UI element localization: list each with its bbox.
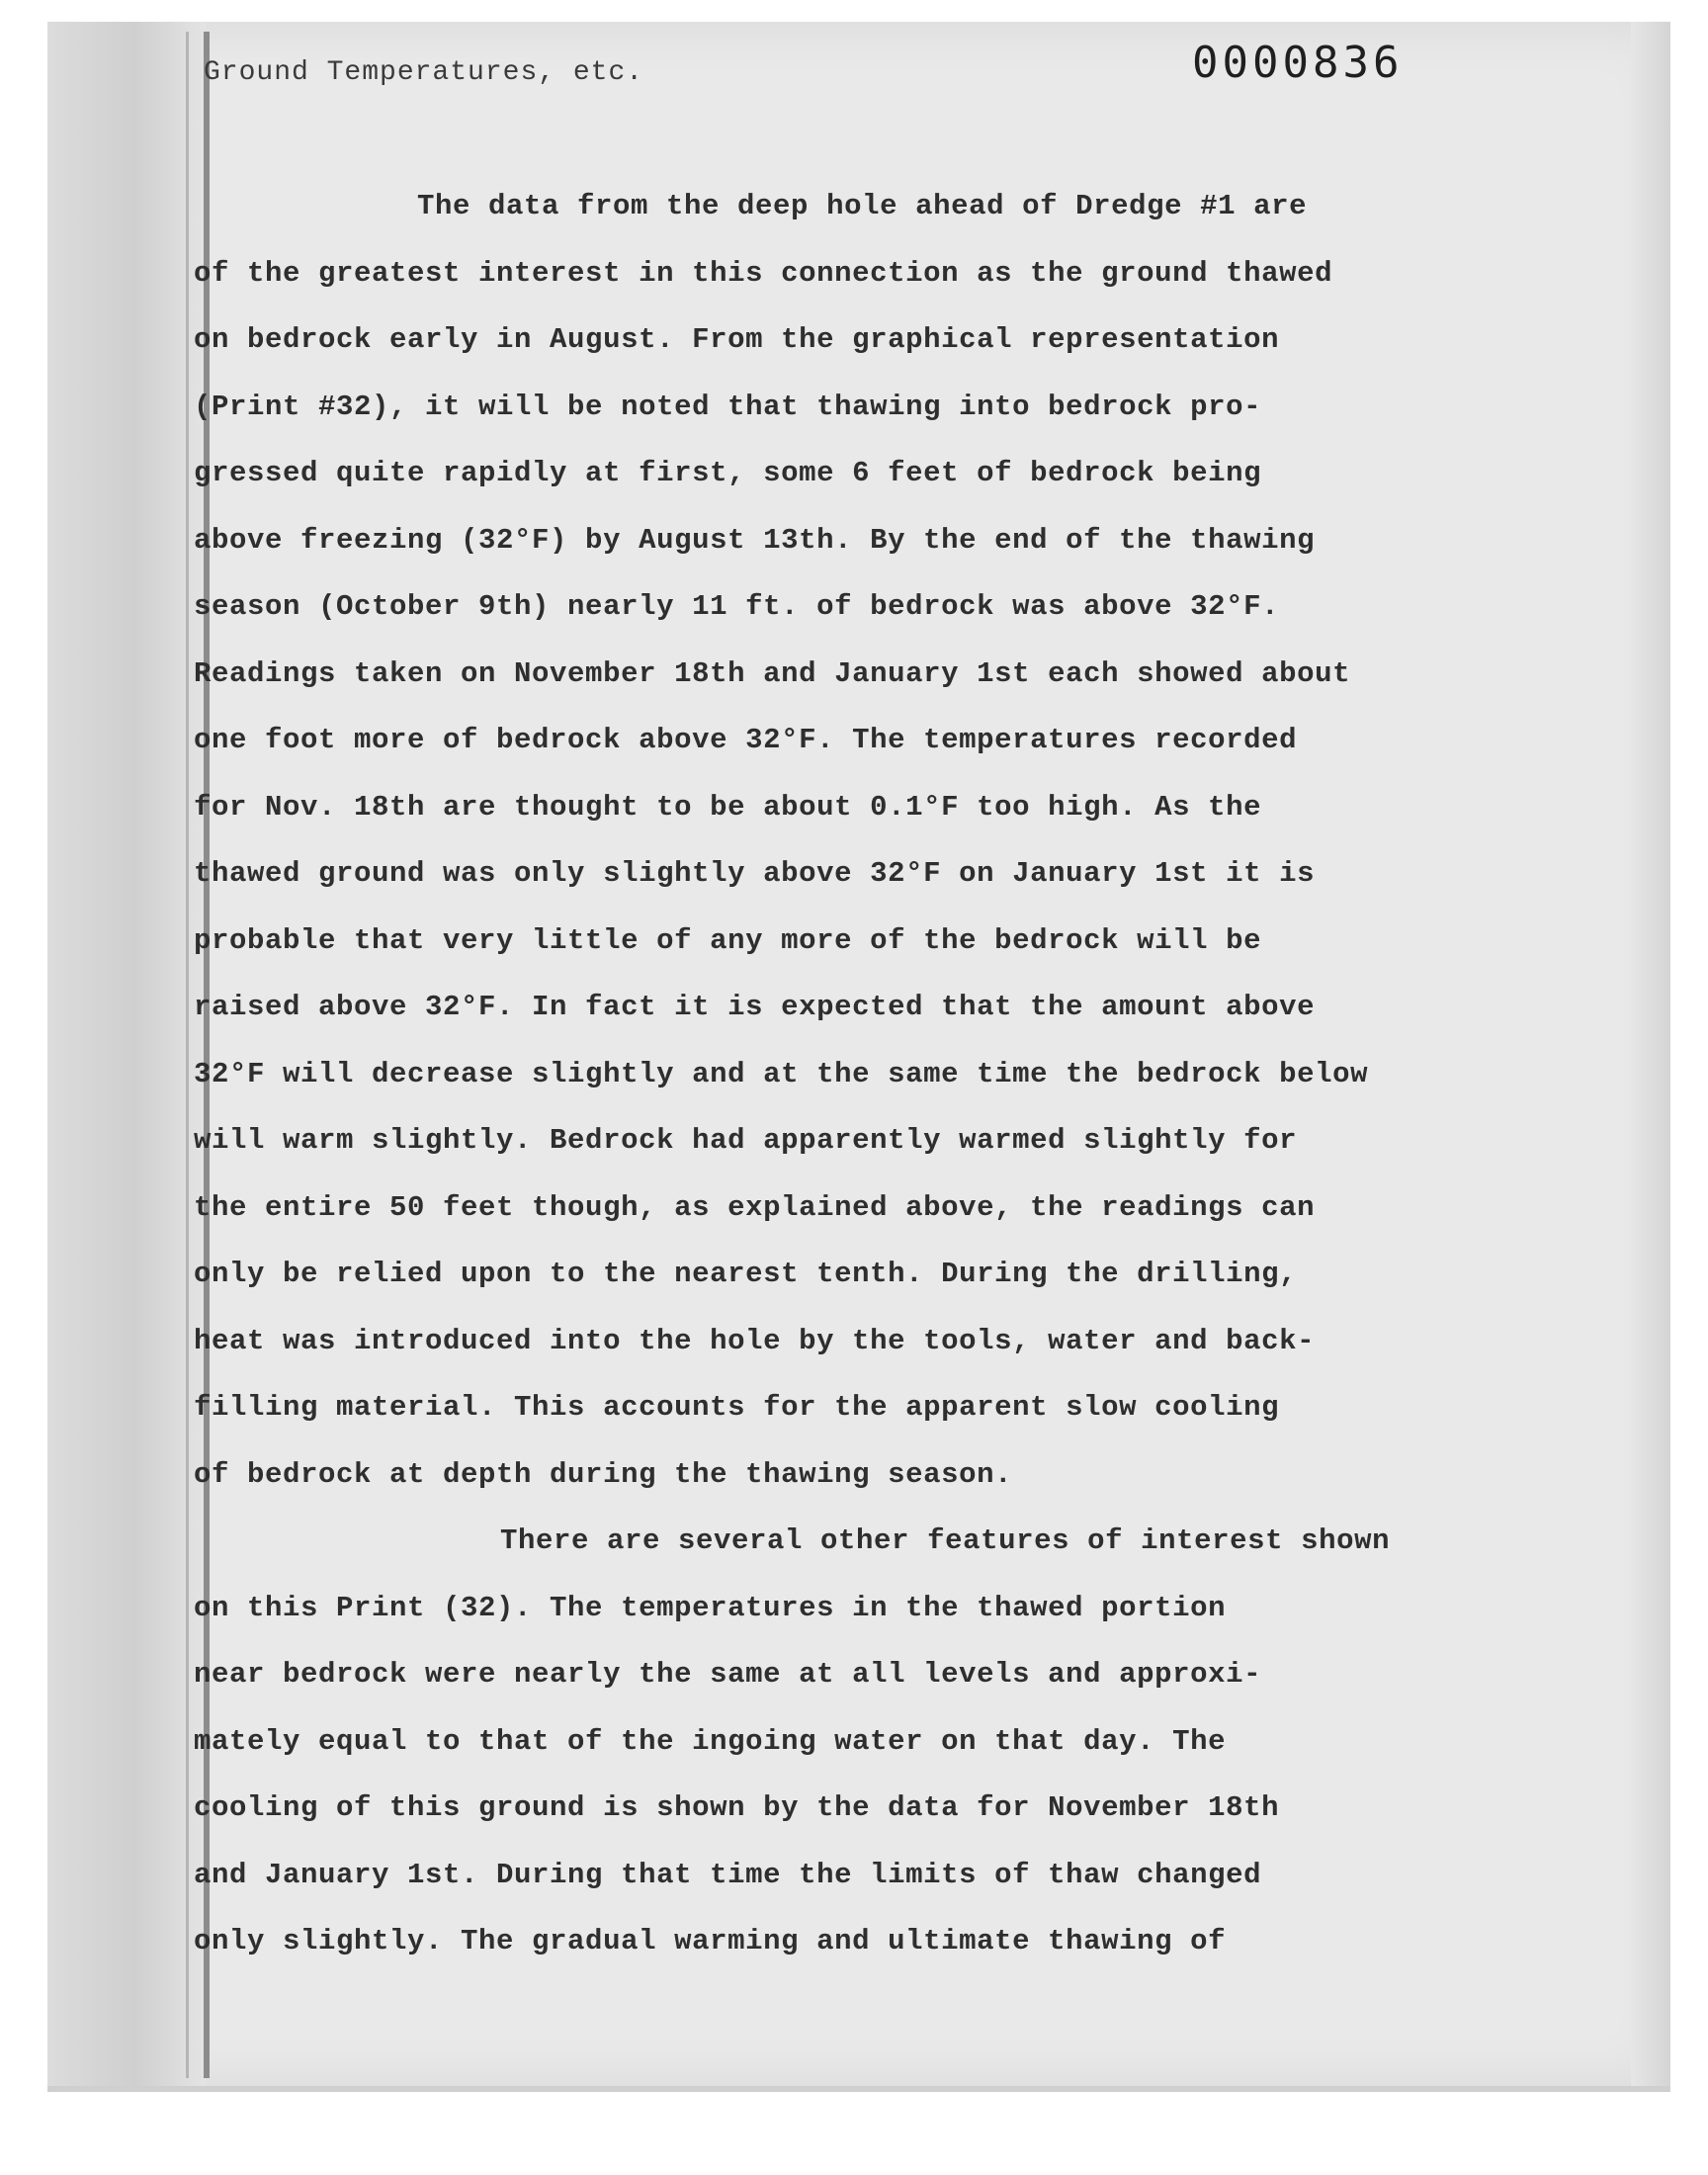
- text-line: only be relied upon to the nearest tenth. During the drilling,: [194, 1258, 1298, 1290]
- text-line: probable that very little of any more of the bedrock will be: [194, 923, 1262, 957]
- document-number: 0000836: [1192, 38, 1404, 88]
- binding-margin: [47, 22, 206, 2088]
- text-line: season (October 9th) nearly 11 ft. of bedrock was above 32°F.: [194, 590, 1280, 623]
- text-line: gressed quite rapidly at first, some 6 feet of bedrock being: [194, 457, 1262, 489]
- text-line: the entire 50 feet though, as explained above, the readings can: [194, 1190, 1316, 1224]
- text-line: will warm slightly. Bedrock had apparently warmed slightly for: [194, 1124, 1298, 1157]
- text-line: only slightly. The gradual warming and ultimate thawing of: [194, 1925, 1227, 1958]
- page-bottom-edge: [47, 2086, 1670, 2092]
- page-header-title: Ground Temperatures, etc.: [204, 57, 644, 88]
- text-line: near bedrock were nearly the same at all levels and approxi-: [194, 1658, 1262, 1691]
- text-line: The data from the deep hole ahead of Dredge #1 are: [417, 190, 1308, 222]
- text-line: (Print #32), it will be noted that thawing into bedrock pro-: [194, 390, 1262, 423]
- text-line: one foot more of bedrock above 32°F. The temperatures recorded: [194, 724, 1298, 756]
- text-line: on this Print (32). The temperatures in the thawed portion: [194, 1591, 1227, 1624]
- binding-rule-thin: [186, 32, 189, 2078]
- text-line: cooling of this ground is shown by the data for November 18th: [194, 1791, 1280, 1824]
- text-line: for Nov. 18th are thought to be about 0.1°F too high. As the: [194, 790, 1262, 824]
- text-line: above freezing (32°F) by August 13th. By the end of the thawing: [194, 523, 1316, 557]
- page-right-edge: [1631, 22, 1670, 2088]
- text-line: 32°F will decrease slightly and at the same time the bedrock below: [194, 1057, 1369, 1090]
- text-line: and January 1st. During that time the limits of thaw changed: [194, 1858, 1262, 1891]
- text-line: raised above 32°F. In fact it is expected that the amount above: [194, 991, 1316, 1023]
- text-line: There are several other features of interest shown: [500, 1524, 1391, 1557]
- text-line: of the greatest interest in this connection as the ground thawed: [194, 256, 1333, 290]
- text-line: mately equal to that of the ingoing water on that day. The: [194, 1724, 1227, 1758]
- text-line: thawed ground was only slightly above 32°F on January 1st it is: [194, 857, 1316, 890]
- text-line: of bedrock at depth during the thawing season.: [194, 1457, 1013, 1491]
- text-line: Readings taken on November 18th and January 1st each showed about: [194, 656, 1351, 690]
- body-text: [194, 173, 1607, 1975]
- text-line: heat was introduced into the hole by the tools, water and back-: [194, 1324, 1316, 1357]
- text-line: filling material. This accounts for the apparent slow cooling: [194, 1391, 1280, 1424]
- text-line: on bedrock early in August. From the graphical representation: [194, 323, 1280, 356]
